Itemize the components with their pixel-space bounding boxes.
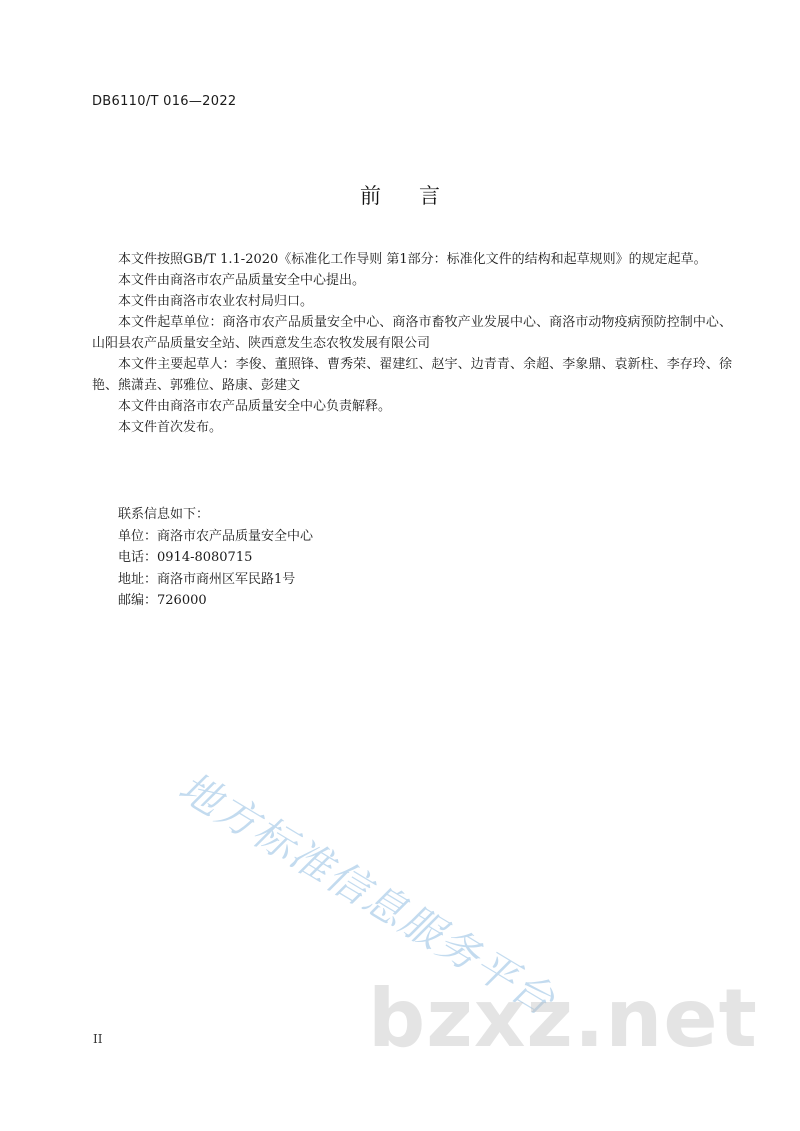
contact-info <box>118 504 313 612</box>
foreword-body <box>92 249 732 438</box>
paragraph-interpretation: 本文件由商洛市农产品质量安全中心负责解释。 <box>118 399 392 414</box>
page-title: 前言 <box>360 184 478 208</box>
platform-watermark: 地方标准信息服务平台 <box>170 762 564 1026</box>
paragraph-proposer: 本文件由商洛市农产品质量安全中心提出。 <box>118 273 366 288</box>
contact-heading: 联系信息如下： <box>118 507 210 522</box>
contact-address: 地址：商洛市商州区军民路1号 <box>118 571 296 587</box>
contact-postcode: 邮编：726000 <box>118 593 207 608</box>
paragraph-drafting-units: 本文件起草单位：商洛市农产品质量安全中心、商洛市畜牧产业发展中心、商洛市动物疫病预防控制中心、山阳县农产品质量安全站、陕西意发生态农牧发展有限公司 <box>92 315 732 351</box>
contact-phone: 电话：0914-8080715 <box>118 550 253 565</box>
site-watermark: bzxz.net <box>368 972 758 1065</box>
paragraph-drafters: 本文件主要起草人：李俊、董照锋、曹秀荣、翟建红、赵宇、边青青、余超、李象鼎、袁新柱、李存玲、徐艳、熊潇垚、郭雅位、路康、彭建文 <box>92 357 732 393</box>
paragraph-administrator: 本文件由商洛市农业农村局归口。 <box>118 294 314 309</box>
contact-unit: 单位：商洛市农产品质量安全中心 <box>118 528 314 544</box>
page-number: II <box>93 1032 103 1046</box>
standard-code: DB6110/T 016—2022 <box>92 94 237 109</box>
paragraph-first-release: 本文件首次发布。 <box>118 420 223 435</box>
paragraph-drafting-rules: 本文件按照GB/T 1.1-2020《标准化工作导则 第1部分：标准化文件的结构和起草规则》的规定起草。 <box>118 252 707 267</box>
